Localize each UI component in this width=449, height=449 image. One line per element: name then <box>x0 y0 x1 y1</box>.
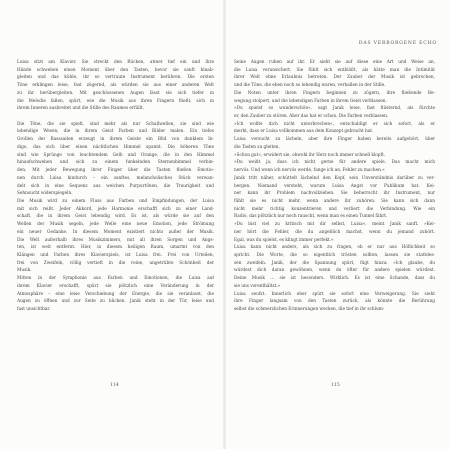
text-line: er, den Zauber zu stören. Aber das hat er schon. Die Farben verblassen. <box>234 114 389 120</box>
text-line: Seine Augen ruhen auf ihr. Er sieht sie auf diese eine Art und Weise an, <box>234 60 435 65</box>
text-line: hinaufschweben und sich zu einem funkelnden Sternenhimmel verbin- <box>17 160 214 166</box>
text-line: ten, ist weit entfernt. Hier, in diesem heiligen Raum, umarmt von den <box>17 245 214 251</box>
text-line: Klängen und Farben ihres Klavierspiels, ist Luisa frei. Frei von Urteilen, <box>17 252 214 258</box>
text-line: Mitten in der Symphonie aus Farben und Emotionen, die Luisa auf <box>17 276 214 282</box>
text-line: lebendige Wesen, die in ihrem Geist Farben und Bilder malen. Ein tiefes <box>17 129 214 135</box>
text-line: würdest dich daran gewöhnen, wenn du öfter für andere spielen würdest. <box>234 268 435 274</box>
text-line: ner kann ihr Problem nachvollziehen. Sie beherrscht ihr Instrument, nur <box>234 191 435 197</box>
text-line <box>17 113 214 121</box>
text-line: Hände schweben einen Moment über den Tasten, bevor sie sanft hinab- <box>17 67 214 73</box>
text-line: ein neuer Gedanke. In diesem Moment existiert nichts außer der Musik. <box>17 229 214 235</box>
text-line: fast unsichtbar. <box>17 307 51 312</box>
running-header: DAS VERBORGENE ECHO <box>358 41 437 46</box>
text-line: sen zweifeln. Janik, der die Spannung spürt, fügt hinzu: »Ich glaube, du <box>234 260 435 266</box>
text-line: Grollen der Basssaiten erzeugt in ihrem Geiste ein Bild von dunklem In- <box>17 137 214 143</box>
text-line: Die Welt außerhalb ihres Musikzimmers, mit all ihren Sorgen und Ängs- <box>17 237 214 243</box>
text-line: Radio, das plötzlich nur noch rauscht, wenn man es einen Tunnel fährt. <box>234 214 388 220</box>
text-line: den. Mit jeder Bewegung ihrer Finger über die Tasten fließen Emotio- <box>17 168 214 174</box>
right-page-number: 115 <box>331 383 340 388</box>
text-line: Luisa sitzt am Klavier. Sie streckt den Rücken, atmet tief ein und ihre <box>17 60 214 65</box>
text-line: nen durch Luisa hindurch – ein sanftes, melancholisches Stück verwan- <box>17 175 214 181</box>
text-line: Die Töne, die sie spielt, sind mehr als nur Schallwellen, sie sind wie <box>17 121 214 127</box>
text-line: Die Musik wird zu einem Fluss aus Farben und Empfindungen, der Luisa <box>17 198 214 204</box>
text-line: Atmosphäre – eine leise Verschiebung der Energie, die sie veranlasst, die <box>17 291 214 297</box>
text-line: frei von Zweifeln, völlig vertieft in die reine, ungetrübte Schönheit der <box>17 260 214 266</box>
text-line: digo, das sich über einen nächtlichen Himmel spannt. Die höheren Töne <box>17 144 214 150</box>
text-line: sind wie Sprünge von leuchtendem Gelb und Orange, die in den Himmel <box>17 152 214 158</box>
text-line: Luisa versucht zu lächeln, aber ihre Finger haben bereits aufgehört, über <box>234 137 435 143</box>
text-line: Luisa seufzt. Innerlich eher spürt sie sofort eine Verweigerung. Sie sieht <box>234 291 435 297</box>
right-page <box>225 0 449 449</box>
text-line: bergen. Niemand versteht, warum Luisa Angst vor Publikum hat. Kei- <box>234 183 435 189</box>
text-line: ihrem Inneren ausbreitet und die Stille des Raumes erfüllt. <box>17 106 144 112</box>
text-line: »Ich wollte dich nicht unterbrechen«, entschuldigt er sich sofort, als er <box>234 121 435 127</box>
text-line: gleiten und das kühle, ihr so vertraute Instrument berühren. Die ersten <box>17 75 214 81</box>
text-line: »Du bist viel zu kritisch mit dir selbst, Luisa«, meint Janik sanft. »Kei- <box>234 222 435 228</box>
text-line: merkt, dass er Luisa vollkommen aus dem Konzept gebracht hat. <box>234 129 374 135</box>
text-line: ner hört die Fehler, die du angeblich machst, wenn du jemand zuhört. <box>234 229 435 235</box>
left-page-text <box>17 59 214 314</box>
text-line: Augen zu öffnen und zur Seite zu blicken. Janik steht in der Tür, leise und <box>17 299 214 305</box>
left-page <box>0 0 224 449</box>
text-line: »Schon gut«, erwidert sie, obwohl ihr Herz noch immer schnell klopft. <box>234 152 386 158</box>
text-line: »Du spielst so wunderschön«, sagt Janik leise, fast flüsternd, als fürchte <box>234 106 435 112</box>
text-line: nicht mehr richtig konzentrieren und verliert die Verbindung. Wie ein <box>234 206 435 212</box>
text-line: Töne erklingen leise, fast zögernd, als würden sie aus einer anderen Welt <box>17 83 214 89</box>
text-line: die Luisa verunsichert. Sie fühlt sich entblößt, als hätte man die Intimität <box>234 67 435 73</box>
text-line: delt sich in eine Sequenz aus weichen Purpurtönen, die Traurigkeit und <box>17 183 214 189</box>
text-line: Die Noten unter ihren Fingern beginnen zu zögern, ihre fließende Be- <box>234 90 435 96</box>
right-page-text <box>234 59 435 314</box>
text-line: Sehnsucht widerspiegeln. <box>17 191 73 197</box>
text-line: Egal, was du spielst, es klingt immer perfekt.« <box>234 237 334 243</box>
text-line: selbst die schmerzlichen Erinnerungen wecken, die tief in ihr schlum- <box>234 307 385 312</box>
text-line: nervös. Und wenn ich nervös werde, fange ich an, Fehler zu machen.« <box>234 168 385 174</box>
text-line: fühlt sie es nicht mehr, wenn andere ihr zuhören. Sie kann sich dann <box>234 198 435 204</box>
text-line: wegung stolpert, und die lebendigen Farben in ihrem Geist verblassen. <box>234 98 387 104</box>
text-line: ihrer Welt ohne Erlaubnis betreten. Der Zauber der Musik ist gebrochen, <box>234 75 435 81</box>
text-line: Musik. <box>17 268 32 274</box>
text-line: und die Töne, die eben noch so lebendig waren, verhallen in der Stille. <box>234 83 386 89</box>
text-line: Deine Musik … sie ist besonders. Wirklich. Es ist eine Schande, dass du <box>234 276 435 282</box>
text-line: spricht. Die Worte, die so eigentlich trösten sollten, lassen sie stattdes- <box>234 252 435 258</box>
text-line: sie uns vorenthältst.« <box>234 283 281 289</box>
text-line: Wellen der Musik segeln, jede Welle eine neue Emotion, jede Strömung <box>17 222 214 228</box>
text-line: die Melodie fallen, spürt, wie die Musik aus ihren Fingern fließt, sich in <box>17 98 214 104</box>
text-line: zu ihr herübergleiten. Mit geschlossenen Augen lässt sie sich tiefer in <box>17 90 214 96</box>
text-line: schaft, die in ihrem Geist lebendig wird. Es ist, als würde sie auf den <box>17 214 214 220</box>
text-line: ihre Finger langsam von den Tasten zurück, als könnte die Berührung <box>234 299 435 305</box>
text-line: Luisa kann nicht anders, als sich zu fragen, ob er nur aus Höflichkeit so <box>234 245 435 251</box>
text-line: die Tasten zu gleiten. <box>234 144 280 150</box>
text-line: Janik tritt näher, schüttelt lächelnd den Kopf, sein Unverständnis darüber zu ver- <box>234 175 435 181</box>
text-line: ihrem Klavier erschafft, spürt sie plötzlich eine Veränderung in der <box>17 283 214 289</box>
left-page-number: 114 <box>110 383 119 388</box>
text-line: mit sich reißt. Jeder Akkord, jede Harmonie erschafft sich zu einer Land- <box>17 206 214 212</box>
text-line: »Du weißt ja, dass ich nicht gerne für andere spiele. Das macht mich <box>234 160 435 166</box>
